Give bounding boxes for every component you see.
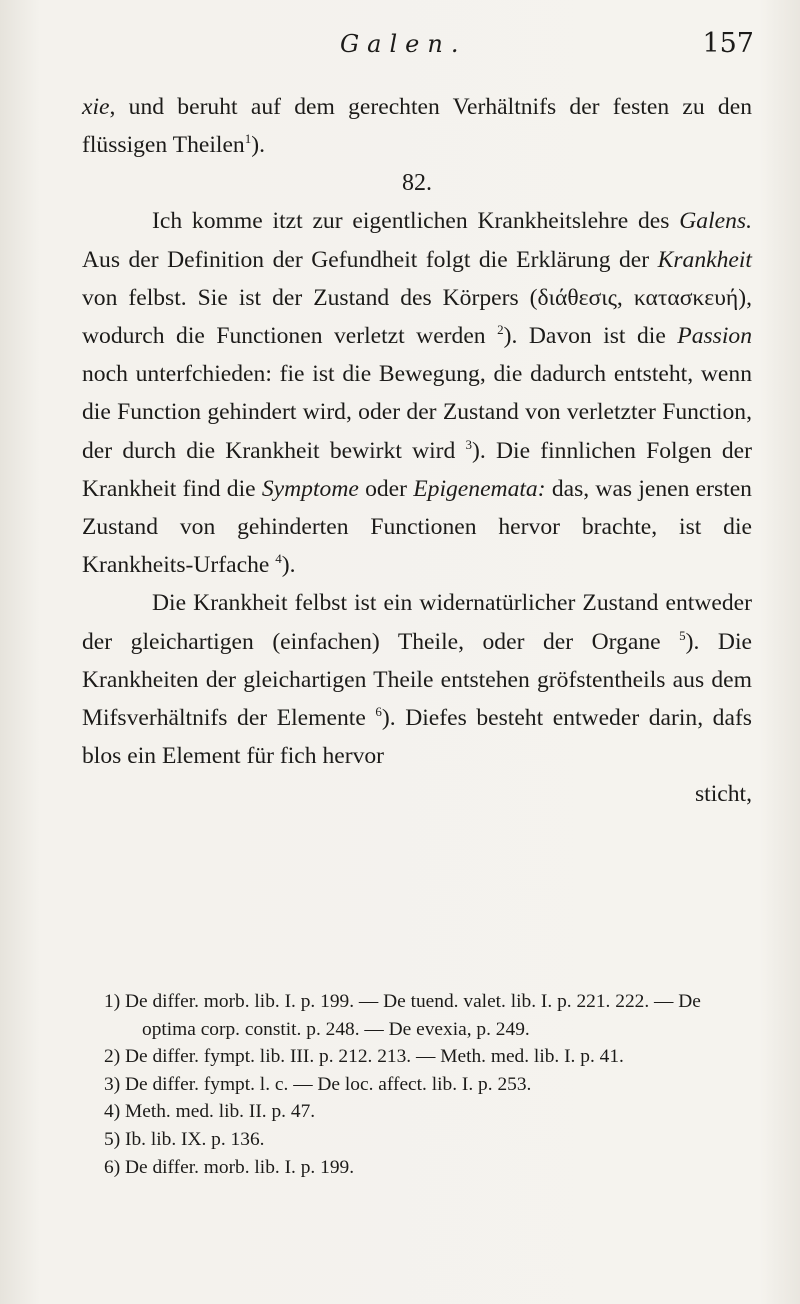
catchword: sticht, — [694, 781, 752, 808]
text-run: ). Diefes besteht entweder darin, dafs blos ein Element für fich hervor — [82, 705, 752, 770]
italic-word: xie — [82, 94, 110, 120]
paragraph-disease-definition — [82, 202, 752, 584]
text-run: , und beruht auf dem gerechten Verhältnifs der festen zu den flüssigen Theilen — [82, 94, 752, 159]
text-run: von felbst. Sie ist der Zustand des Körpers (διάθεσις, κατασκευή), wodurch die Functionen verletzt werden — [82, 284, 752, 350]
footnote-ref-4: 4 — [275, 551, 282, 567]
page-header — [0, 28, 800, 68]
italic-galens: Galens. — [679, 208, 752, 235]
footnote-ref-6: 6 — [375, 704, 382, 720]
footnote-4: 4) Meth. med. lib. II. p. 47. — [104, 1101, 316, 1123]
footnote-2: 2) De differ. fympt. lib. III. p. 212. 213. — Meth. med. lib. I. p. 41. — [104, 1046, 624, 1068]
footnote-6: 6) De differ. morb. lib. I. p. 199. — [104, 1156, 355, 1178]
italic-passion: Passion — [677, 323, 753, 350]
text-run: ). Davon ist die — [503, 323, 678, 350]
paragraph-disease-parts — [82, 584, 752, 775]
paragraph-continuation — [82, 88, 752, 164]
running-title: Galen. — [340, 30, 467, 58]
text-run: oder — [358, 475, 414, 502]
text-run: ). Die Krankheiten der gleichartigen Theile entstehen gröfstentheils aus dem Mifsverhältnifs der Elemente — [82, 628, 752, 732]
text-run: noch unterfchieden: fie ist die Bewegung, die dadurch entsteht, wenn die Function gehindert wird, oder der Zustand von verletzter Function, der durch die Krankheit bewirkt wird — [82, 361, 752, 464]
text-run: Ich komme itzt zur eigentlichen Krankheitslehre des — [152, 208, 680, 235]
main-text — [82, 88, 752, 814]
footnote-ref-5: 5 — [679, 627, 686, 643]
text-run: das, was jenen ersten Zustand von gehinderten Functionen hervor brachte, ist die Krankheits-Urfache — [82, 475, 752, 579]
text-run: Die Krankheit felbst ist ein widernatürlicher Zustand entweder der gleichartigen (einfachen) Theile, oder der Organe — [82, 590, 752, 655]
page-number: 157 — [702, 28, 754, 59]
text-run: Aus der Definition der Gefundheit folgt die Erklärung der — [82, 246, 658, 273]
footnote-ref-3: 3 — [465, 436, 473, 452]
footnote-ref-1: 1 — [244, 131, 252, 147]
footnote-1: 1) De differ. morb. lib. I. p. 199. — De tuend. valet. lib. I. p. 221. 222. — De optima corp. constit. p. 248. — De evexia, p. 249. — [104, 991, 701, 1040]
text-run: ). — [251, 132, 265, 159]
footnote-3: 3) De differ. fympt. l. c. — De loc. affect. lib. I. p. 253. — [104, 1073, 532, 1095]
footnote-5: 5) Ib. lib. IX. p. 136. — [104, 1128, 265, 1150]
section-number: 82. — [402, 170, 432, 197]
text-run: ). Die finnlichen Folgen der Krankheit find die — [82, 437, 752, 502]
italic-epigenemata: Epigenemata: — [413, 475, 546, 502]
text-run: ). — [281, 552, 296, 579]
italic-symptome: Symptome — [261, 475, 359, 502]
footnotes — [104, 988, 754, 1181]
footnote-ref-2: 2 — [497, 322, 504, 338]
italic-krankheit: Krankheit — [657, 246, 752, 273]
